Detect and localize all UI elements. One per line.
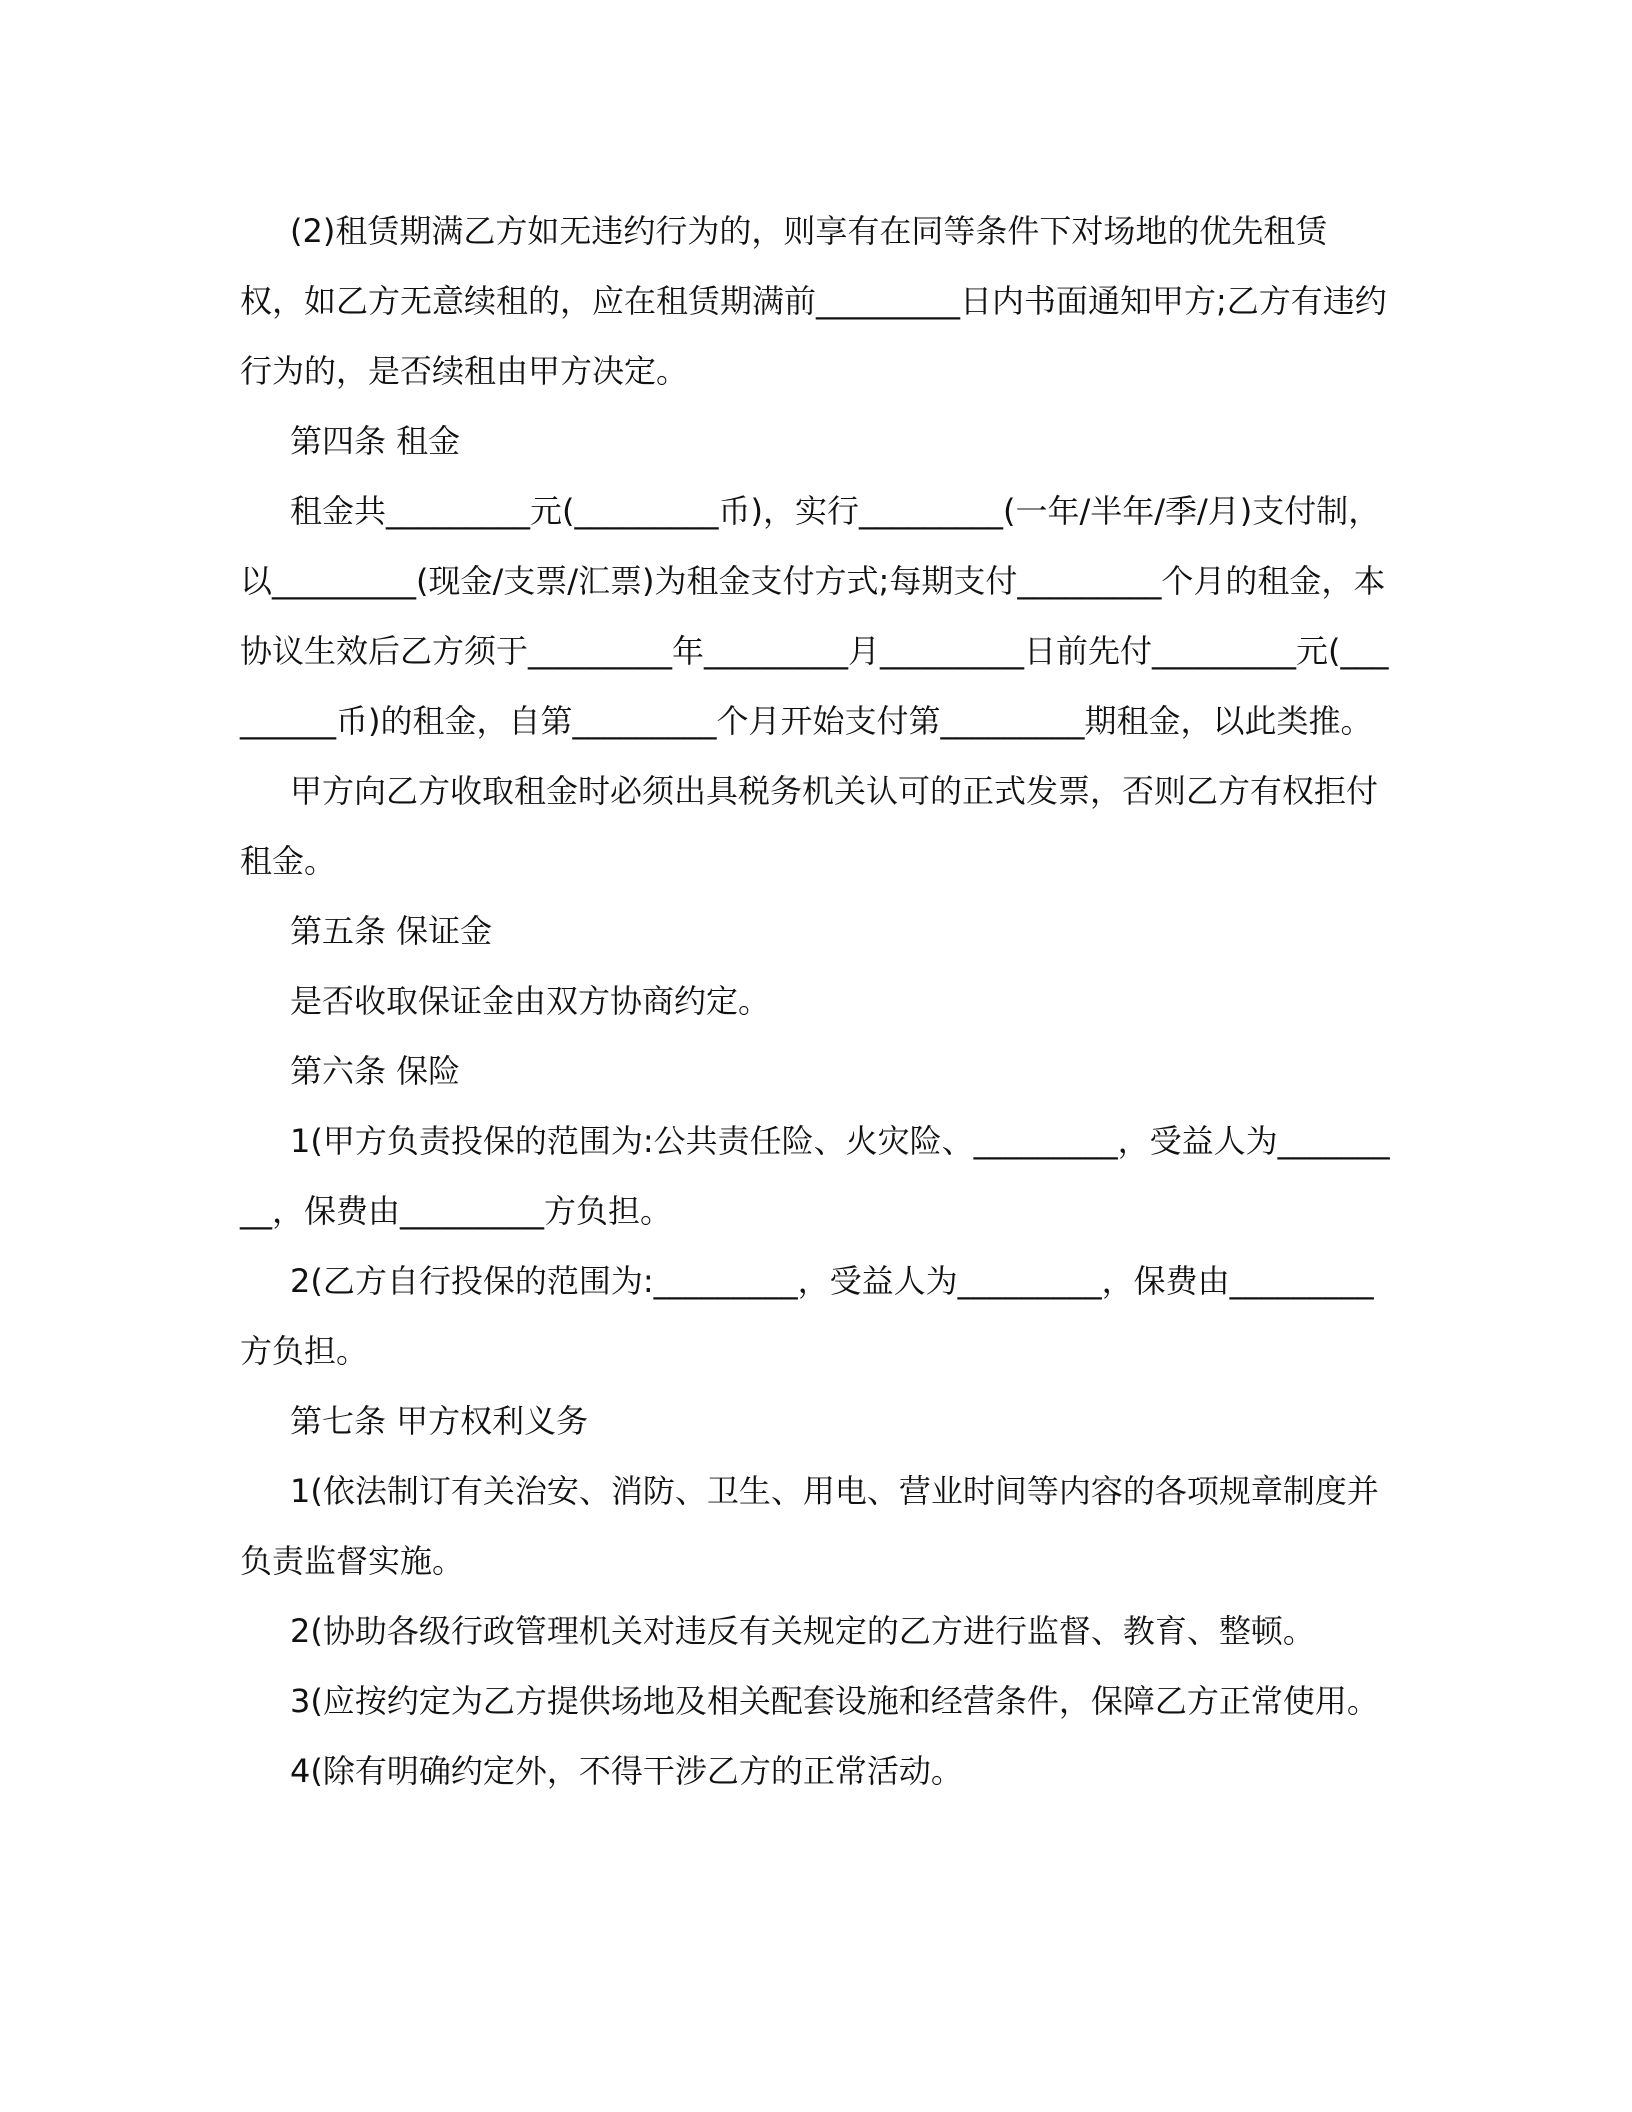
article-4-heading: 第四条 租金 xyxy=(290,422,461,460)
document-body xyxy=(240,196,1390,1806)
rent-terms-paragraph: 租金共_________元(_________币)，实行_________(一年/半年/季/月)支付制，以_________(现金/支票/汇票)为租金支付方式;每期支付_________个月的租金，本协议生效后乙方须于_________年_________月_________日前先付_________元(_________币)的租金，自第_________个月开始支付第_________期租金，以此类推。 xyxy=(240,492,1389,740)
article-6-heading: 第六条 保险 xyxy=(290,1052,461,1090)
duty-1-paragraph: 1(依法制订有关治安、消防、卫生、用电、营业时间等内容的各项规章制度并负责监督实施。 xyxy=(240,1472,1379,1580)
clause-renewal-paragraph: (2)租赁期满乙方如无违约行为的，则享有在同等条件下对场地的优先租赁权，如乙方无意续租的，应在租赁期满前_________日内书面通知甲方;乙方有违约行为的，是否续租由甲方决定。 xyxy=(240,212,1387,390)
insurance-party-a-paragraph: 1(甲方负责投保的范围为:公共责任险、火灾险、_________，受益人为_________，保费由_________方负担。 xyxy=(240,1122,1390,1230)
duty-2-paragraph: 2(协助各级行政管理机关对违反有关规定的乙方进行监督、教育、整顿。 xyxy=(290,1612,1315,1650)
duty-3-paragraph: 3(应按约定为乙方提供场地及相关配套设施和经营条件，保障乙方正常使用。 xyxy=(290,1682,1379,1720)
deposit-paragraph: 是否收取保证金由双方协商约定。 xyxy=(290,982,771,1020)
invoice-paragraph: 甲方向乙方收取租金时必须出具税务机关认可的正式发票，否则乙方有权拒付租金。 xyxy=(240,772,1379,880)
duty-4-paragraph: 4(除有明确约定外，不得干涉乙方的正常活动。 xyxy=(290,1752,963,1790)
insurance-party-b-paragraph: 2(乙方自行投保的范围为:_________，受益人为_________，保费由_________方负担。 xyxy=(240,1262,1374,1370)
article-7-heading: 第七条 甲方权利义务 xyxy=(290,1402,589,1440)
article-5-heading: 第五条 保证金 xyxy=(290,912,493,950)
